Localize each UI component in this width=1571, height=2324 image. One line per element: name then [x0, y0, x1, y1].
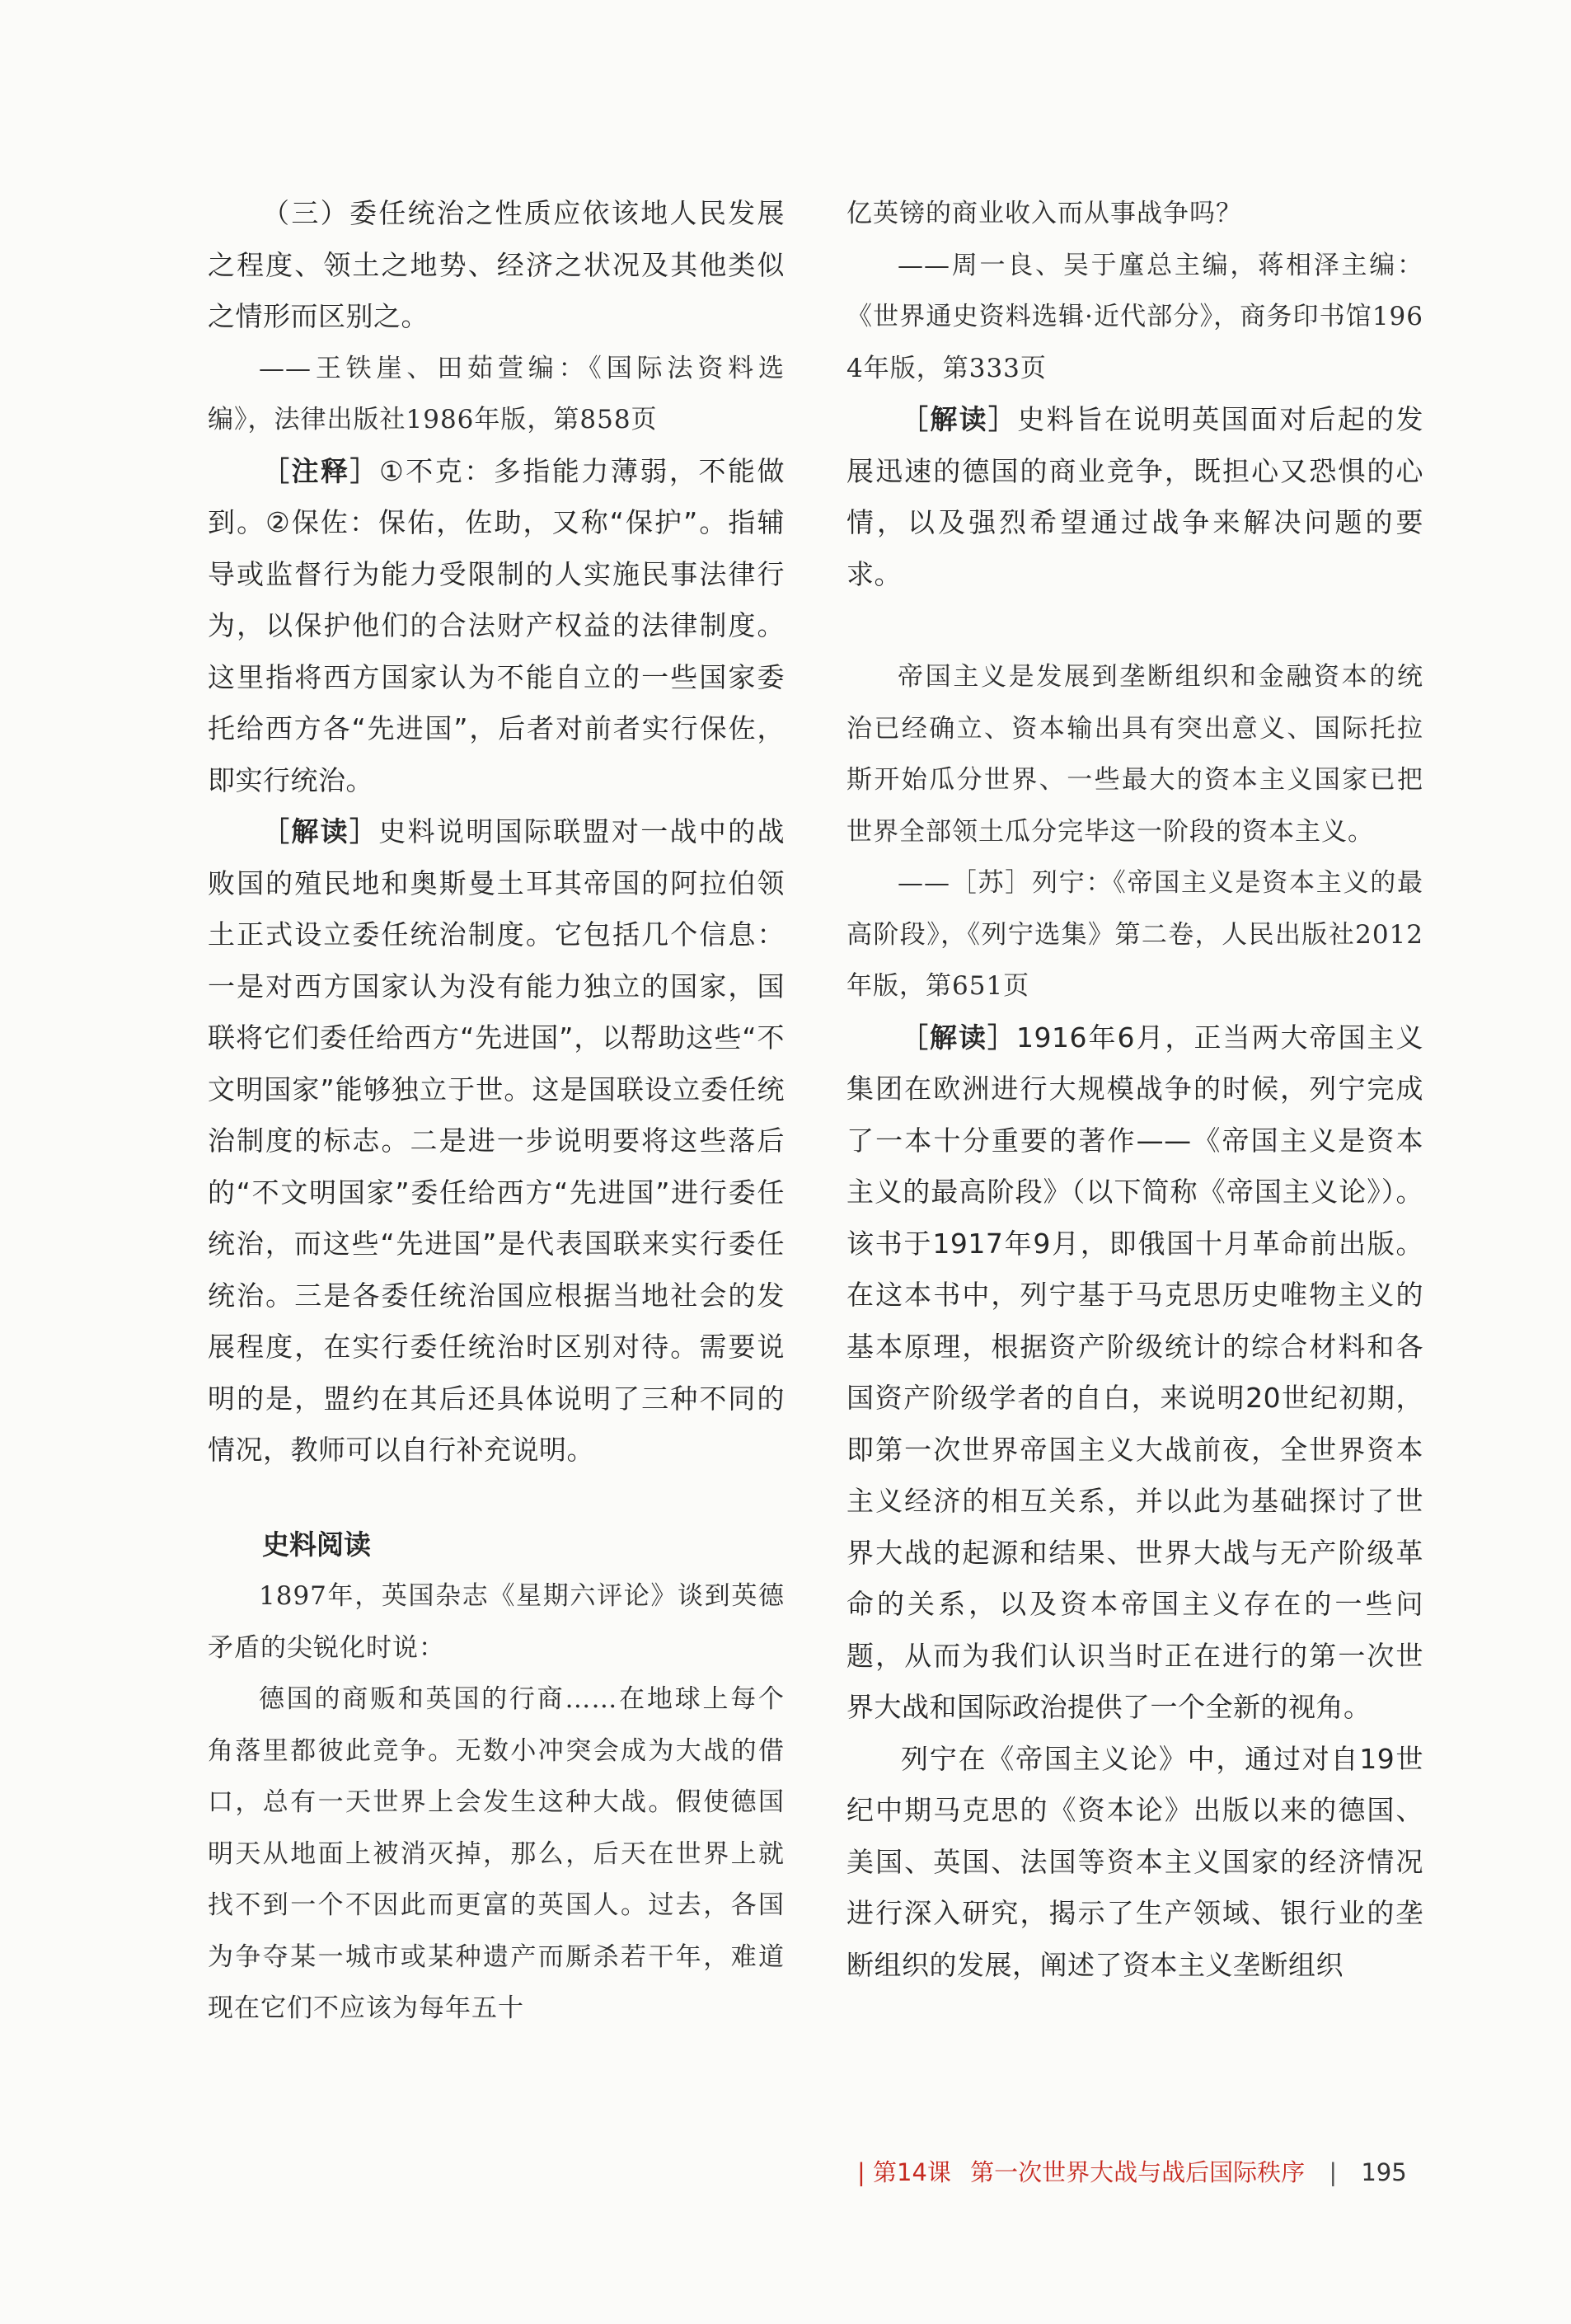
page-footer	[857, 2148, 1407, 2197]
interpretation-paragraph-1	[208, 806, 785, 1477]
source-citation-2: ——周一良、吴于廑总主编，蒋相泽主编：《世界通史资料选辑·近代部分》，商务印书馆1964年版，第333页	[846, 250, 1423, 383]
interpretation-text-1: 史料说明国际联盟对一战中的战败国的殖民地和奥斯曼土耳其帝国的阿拉伯领土正式设立委任统治制度。它包括几个信息：一是对西方国家认为没有能力独立的国家，国联将它们委任给西方“先进国”，以帮助这些“不文明国家”能够独立于世。这是国联设立委任统治制度的标志。二是进一步说明要将这些落后的“不文明国家”委任给西方“先进国”进行委任统治，而这些“先进国”是代表国联来实行委任统治。三是各委任统治国应根据当地社会的发展程度，在实行委任统治时区别对待。需要说明的是，盟约在其后还具体说明了三种不同的情况，教师可以自行补充说明。	[208, 815, 786, 1466]
footer-bar: |	[857, 2158, 865, 2186]
reading-excerpt-continued: 亿英镑的商业收入而从事战争吗？	[846, 199, 1242, 228]
source-citation-1: ——王铁崖、田茹萱编：《国际法资料选编》，法律出版社1986年版，第858页	[208, 353, 785, 434]
left-column	[208, 188, 785, 2035]
interpretation-paragraph-3	[846, 1012, 1423, 1734]
interpretation-text-2: 史料旨在说明英国面对后起的发展迅速的德国的商业竞争，既担心又恐惧的心情，以及强烈希望通过战争来解决问题的要求。	[846, 403, 1424, 590]
treaty-clause-paragraph: （三）委任统治之性质应依该地人民发展之程度、领土之地势、经济之状况及其他类似之情形而区别之。	[208, 197, 785, 332]
annotation-tag: ［注释］	[262, 454, 380, 487]
reading-excerpt: 德国的商贩和英国的行商……在地球上每个角落里都彼此竞争。无数小冲突会成为大战的借口，总有一天世界上会发生这种大战。假使德国明天从地面上被消灭掉，那么，后天在世界上就找不到一个不因此而更富的英国人。过去，各国为争夺某一城市或某种遗产而厮杀若干年，难道现在它们不应该为每年五十	[208, 1684, 785, 2023]
reading-intro: 1897年，英国杂志《星期六评论》谈到英德矛盾的尖锐化时说：	[208, 1581, 785, 1663]
interpretation-paragraph-2	[846, 394, 1423, 600]
interpretation-tag-1: ［解读］	[262, 815, 379, 847]
annotation-text: ①不克：多指能力薄弱，不能做到。②保佐：保佑，佐助，又称“保护”。指辅导或监督行为能力受限制的人实施民事法律行为，以保护他们的合法财产权益的法律制度。这里指将西方国家认为不能自立的一些国家委托给西方各“先进国”，后者对前者实行保佐，即实行统治。	[208, 454, 786, 796]
page-number: 195	[1361, 2158, 1407, 2186]
closing-paragraph: 列宁在《帝国主义论》中，通过对自19世纪中期马克思的《资本论》出版以来的德国、美国、英国、法国等资本主义国家的经济情况进行深入研究，揭示了生产领域、银行业的垄断组织的发展，阐述了资本主义垄断组织	[846, 1742, 1423, 1981]
interpretation-text-3: 1916年6月，正当两大帝国主义集团在欧洲进行大规模战争的时候，列宁完成了一本十分重要的著作——《帝国主义是资本主义的最高阶段》（以下简称《帝国主义论》）。该书于1917年9月，即俄国十月革命前出版。在这本书中，列宁基于马克思历史唯物主义的基本原理，根据资产阶级统计的综合材料和各国资产阶级学者的自白，来说明20世纪初期，即第一次世界帝国主义大战前夜，全世界资本主义经济的相互关系，并以此为基础探讨了世界大战的起源和结果、世界大战与无产阶级革命的关系，以及资本帝国主义存在的一些问题，从而为我们认识当时正在进行的第一次世界大战和国际政治提供了一个全新的视角。	[846, 1021, 1424, 1723]
footer-separator: |	[1329, 2158, 1338, 2186]
interpretation-tag-2: ［解读］	[901, 403, 1018, 435]
interpretation-tag-3: ［解读］	[901, 1021, 1017, 1054]
annotation-paragraph	[208, 446, 785, 807]
footer-lesson-title: 第一次世界大战与战后国际秩序	[970, 2158, 1306, 2186]
right-column	[846, 188, 1423, 1991]
source-citation-3: ——［苏］列宁：《帝国主义是资本主义的最高阶段》，《列宁选集》第二卷，人民出版社2012年版，第651页	[846, 868, 1423, 1001]
footer-lesson: 第14课	[873, 2158, 951, 2186]
lenin-quote: 帝国主义是发展到垄断组织和金融资本的统治已经确立、资本输出具有突出意义、国际托拉斯开始瓜分世界、一些最大的资本主义国家已把世界全部领土瓜分完毕这一阶段的资本主义。	[846, 662, 1423, 847]
section-heading: 史料阅读	[262, 1528, 371, 1561]
